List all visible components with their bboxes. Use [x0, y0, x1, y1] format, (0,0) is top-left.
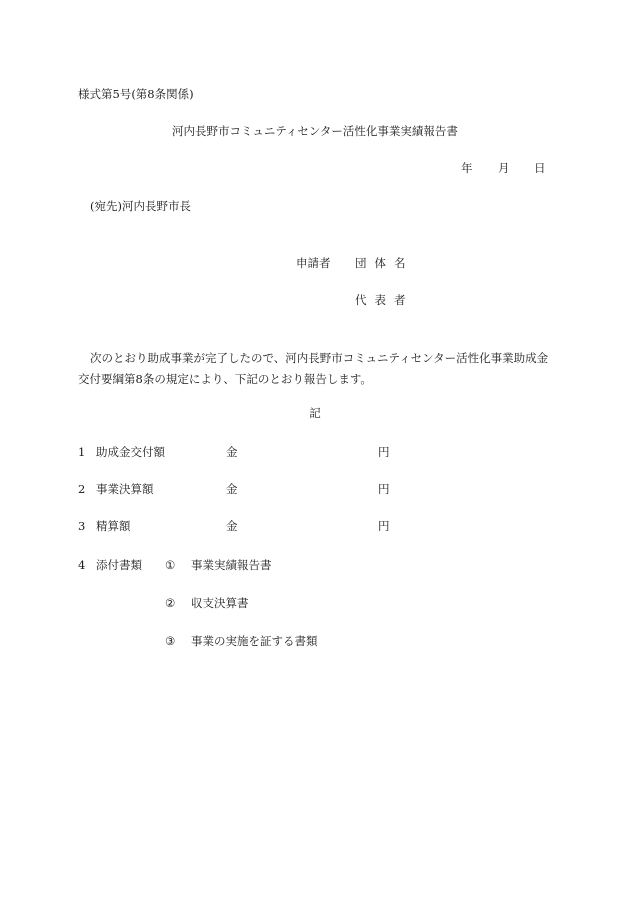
organization-name-label: 団体名	[355, 256, 414, 270]
item-kin-label: 金	[226, 482, 238, 496]
item-label-attachments: 添付書類	[96, 558, 142, 572]
item-number: 1	[78, 445, 86, 459]
item-kin-label: 金	[226, 445, 238, 459]
attachment-text: 事業実績報告書	[191, 558, 272, 572]
item-label-adjusted-amount: 精算額	[96, 519, 131, 533]
form-number: 様式第5号(第8条関係)	[78, 87, 194, 101]
date-month-label: 月	[498, 161, 510, 175]
item-yen-label: 円	[378, 482, 390, 496]
item-number: 4	[78, 558, 86, 572]
item-kin-label: 金	[226, 519, 238, 533]
document-title: 河内長野市コミュニティセンター活性化事業実績報告書	[172, 124, 458, 138]
date-year-label: 年	[461, 161, 473, 175]
item-label-settlement-amount: 事業決算額	[96, 482, 154, 496]
attachment-text: 事業の実施を証する書類	[191, 634, 318, 648]
addressee: (宛先)河内長野市長	[90, 199, 191, 213]
representative-label: 代表者	[355, 293, 414, 307]
item-yen-label: 円	[378, 519, 390, 533]
body-paragraph: 次のとおり助成事業が完了したので、河内長野市コミュニティセンター活性化事業助成金交付要綱第8条の規定により、下記のとおり報告します。	[78, 351, 549, 386]
item-yen-label: 円	[378, 445, 390, 459]
attachment-mark: ②	[165, 596, 176, 610]
attachment-mark: ③	[165, 634, 176, 648]
item-number: 2	[78, 482, 86, 496]
item-number: 3	[78, 519, 86, 533]
attachment-mark: ①	[165, 558, 176, 572]
item-label-grant-amount: 助成金交付額	[96, 445, 165, 459]
date-day-label: 日	[534, 161, 546, 175]
applicant-label: 申請者	[296, 256, 331, 270]
ki-heading: 記	[309, 406, 321, 420]
attachment-text: 収支決算書	[191, 596, 249, 610]
